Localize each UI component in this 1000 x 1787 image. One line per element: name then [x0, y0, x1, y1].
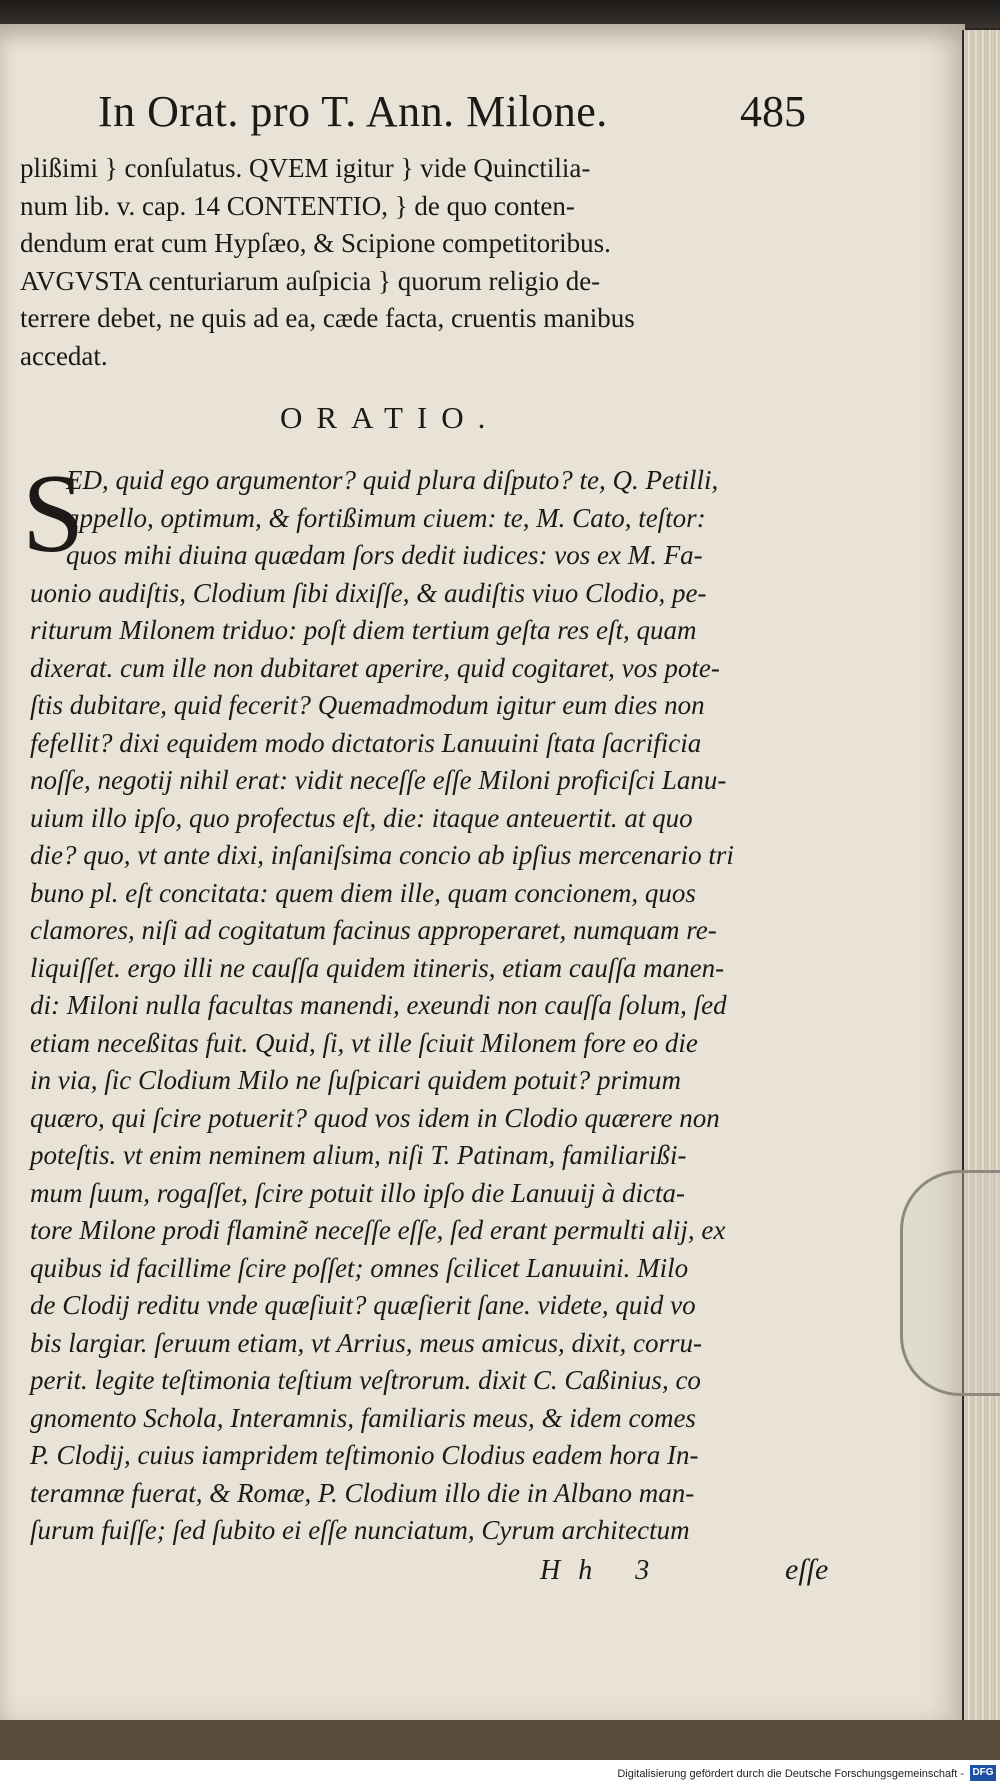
oration-line: de Clodij reditu vnde quæſiuit? quæſierit ſane. videte, quid vo: [30, 1290, 696, 1320]
oration-line: fefellit? dixi equidem modo dictatoris Lanuuini ſtata ſacrificia: [30, 727, 702, 758]
oration-line: buno pl. eſt concitata: quem diem ille, quam concionem, quos: [30, 877, 696, 908]
oration-line: clamores, niſi ad cogitatum facinus approperaret, numquam re-: [30, 915, 717, 945]
oration-line: poteſtis. vt enim neminem alium, niſi T. Patinam, familiarißi-: [30, 1140, 687, 1170]
oration-line: dixerat. cum ille non dubitaret aperire, quid cogitaret, vos pote-: [30, 652, 720, 683]
oration-line: teramnæ fuerat, & Romæ, P. Clodium illo die in Albano man-: [30, 1477, 695, 1508]
oration-line: P. Clodij, cuius iampridem teſtimonio Clodius eadem hora In-: [30, 1440, 699, 1470]
oration-line: quibus id facillime ſcire poſſet; omnes ſcilicet Lanuuini. Milo: [30, 1252, 689, 1283]
commentary-block: [20, 150, 810, 375]
section-title: ORATIO.: [280, 400, 500, 435]
oration-line: appello, optimum, & fortißimum ciuem: te, M. Cato, teſtor:: [66, 502, 706, 533]
digitization-footer: [0, 1760, 1000, 1787]
oration-line: mum ſuum, rogaſſet, ſcire potuit illo ipſo die Lanuuij à dicta-: [30, 1177, 685, 1208]
commentary-line: accedat.: [20, 340, 108, 371]
page-header: [98, 86, 818, 146]
running-head: In Orat. pro T. Ann. Milone.: [98, 87, 608, 136]
oration-line: quæro, qui ſcire potuerit? quod vos idem in Clodio quærere non: [30, 1102, 720, 1133]
scan-bottom-edge: [0, 1720, 1000, 1760]
drop-cap: S: [22, 452, 85, 576]
oration-line: die? quo, vt ante dixi, inſaniſsima concio ab ipſius mercenario tri: [30, 840, 734, 870]
signature-mark: Hh 3: [540, 1555, 668, 1586]
commentary-line: plißimi } conſulatus. QVEM igitur } vide Quinctilia-: [20, 153, 591, 183]
page-number: 485: [740, 87, 806, 136]
oration-line: di: Miloni nulla facultas manendi, exeundi non cauſſa ſolum, ſed: [30, 990, 727, 1020]
oration-line: perit. legite teſtimonia teſtium veſtrorum. dixit C. Caßinius, co: [30, 1365, 701, 1395]
oration-line: quos mihi diuina quædam ſors dedit iudices: vos ex M. Fa-: [66, 540, 703, 570]
oration-line: tore Milone prodi flaminẽ neceſſe eſſe, ſed erant permulti alij, ex: [30, 1215, 726, 1245]
oration-line: ſurum fuiſſe; ſed ſubito ei eſſe nunciatum, Cyrum architectum: [30, 1515, 690, 1545]
oration-line: etiam neceßitas fuit. Quid, ſi, vt ille ſciuit Milonem fore eo die: [30, 1027, 698, 1058]
oration-line: liquiſſet. ergo illi ne cauſſa quidem itineris, etiam cauſſa manen-: [30, 952, 725, 983]
oration-line: gnomento Schola, Interamnis, familiaris meus, & idem comes: [30, 1402, 696, 1433]
oration-line: noſſe, negotij nihil erat: vidit neceſſe eſſe Miloni proficiſci Lanu-: [30, 765, 727, 795]
commentary-line: dendum erat cum Hypſæo, & Scipione competitoribus.: [20, 228, 611, 258]
commentary-line: num lib. v. cap. 14 CONTENTIO, } de quo conten-: [20, 190, 575, 221]
oration-text: [30, 462, 820, 1550]
oration-line: uonio audiſtis, Clodium ſibi dixiſſe, & audiſtis viuo Clodio, pe-: [30, 577, 707, 608]
oration-line: ED, quid ego argumentor? quid plura diſputo? te, Q. Petilli,: [66, 465, 719, 495]
dfg-logo: DFG: [970, 1765, 996, 1781]
footer-credit: Digitalisierung gefördert durch die Deutsche Forschungsgemeinschaft -: [617, 1768, 964, 1780]
catchword: eſſe: [785, 1553, 829, 1586]
oration-line: uium illo ipſo, quo profectus eſt, die: itaque anteuertit. at quo: [30, 802, 693, 833]
oration-line: bis largiar. ſeruum etiam, vt Arrius, meus amicus, dixit, corru-: [30, 1327, 702, 1358]
commentary-line: terrere debet, ne quis ad ea, cæde facta, cruentis manibus: [20, 303, 635, 333]
oration-line: riturum Milonem triduo: poſt diem tertium geſta res eſt, quam: [30, 615, 697, 645]
oration-line: in via, ſic Clodium Milo ne ſuſpicari quidem potuit? primum: [30, 1065, 681, 1095]
commentary-line: AVGVSTA centuriarum auſpicia } quorum religio de-: [20, 265, 601, 296]
oration-line: ſtis dubitare, quid fecerit? Quemadmodum igitur eum dies non: [30, 690, 705, 720]
page-clasp: [900, 1170, 1000, 1396]
page-edges: [962, 30, 1000, 1720]
